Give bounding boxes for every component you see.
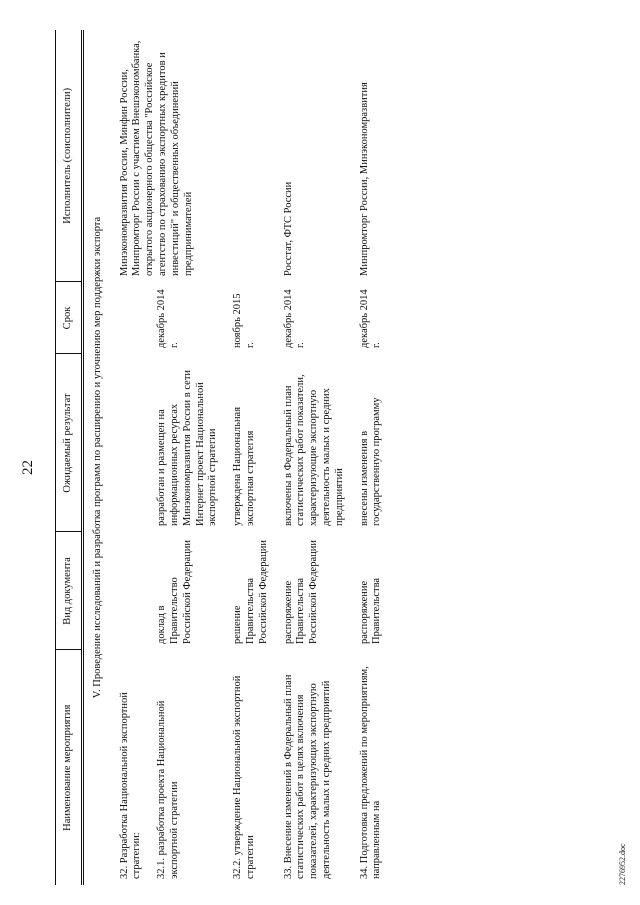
- cell-doc: решение Правительства Российской Федерации: [232, 540, 269, 644]
- cell-name: 32.2. утверждение Национальной экспортной стратегии: [232, 675, 256, 879]
- section-row: [88, 30, 117, 885]
- cell-doc: доклад в Правительство Российской Федерации: [156, 540, 193, 644]
- footer-filename: 2276952.doc: [618, 843, 627, 885]
- cell-term: декабрь 2014 г.: [156, 289, 180, 348]
- cell-term: [117, 282, 155, 354]
- cell-name: 34. Подготовка предложений по мероприятиям, направленным на: [358, 666, 383, 879]
- table-row: [281, 30, 357, 885]
- page-number: 22: [20, 460, 36, 475]
- measures-table: [55, 30, 394, 885]
- cell-term: декабрь 2014 г.: [358, 289, 383, 348]
- cell-name: 33. Внесение изменений в Федеральный план статистических работ в целях включения показателей, характеризующих экспортную деятельность малых и средних предприятий: [282, 674, 332, 879]
- cell-doc: распоряжение Правительства: [358, 577, 383, 644]
- header-exec: Исполнитель (соисполнители): [56, 30, 83, 282]
- cell-doc: [117, 532, 155, 650]
- cell-exec: Минпромторг России, Минэкономразвития: [358, 82, 370, 276]
- cell-name: 32. Разработка Национальной экспортной стратегии:: [118, 692, 143, 879]
- cell-result: [117, 354, 155, 532]
- cell-name: 32.1. разработка проекта Национальной экспортной стратегии: [156, 700, 180, 879]
- cell-term: декабрь 2014 г.: [282, 289, 307, 348]
- section-title: V. Проведение исследований и разработка программ по расширению и уточнению мер поддержки экспорта: [91, 216, 103, 699]
- table-row: [357, 30, 395, 885]
- cell-term: ноябрь 2015 г.: [232, 293, 256, 348]
- header-result: Ожидаемый результат: [56, 354, 83, 532]
- header-row: [56, 30, 83, 885]
- cell-result: утверждена Национальная экспортная стратегия: [232, 406, 256, 526]
- cell-doc: распоряжение Правительства Российской Федерации: [282, 540, 320, 644]
- cell-result: включены в Федеральный план статистических работ показатели, характеризующие экспортную деятельность малых и средних предприятий: [282, 374, 345, 526]
- cell-result: внесены изменения в государственную программу: [358, 397, 383, 526]
- header-name: Наименование мероприятия: [56, 650, 83, 885]
- header-term: Срок: [56, 282, 83, 354]
- cell-exec: Минэкономразвития России, Минфин России, Минпромторг России с участием Внешэкономбанка, открытого акционерного общества "Российское агентство по страхованию экспортных кредитов и инвестиций" и общественных объединений предпринимателей: [118, 40, 194, 276]
- cell-result: разработан и размещен на информационных ресурсах Минэкономразвития России в сети Интернет проект Национальной экспортной стратегии: [156, 369, 219, 526]
- cell-exec: Росстат, ФТС России: [282, 181, 294, 276]
- header-doc: Вид документа: [56, 532, 83, 650]
- table-row: [117, 30, 155, 885]
